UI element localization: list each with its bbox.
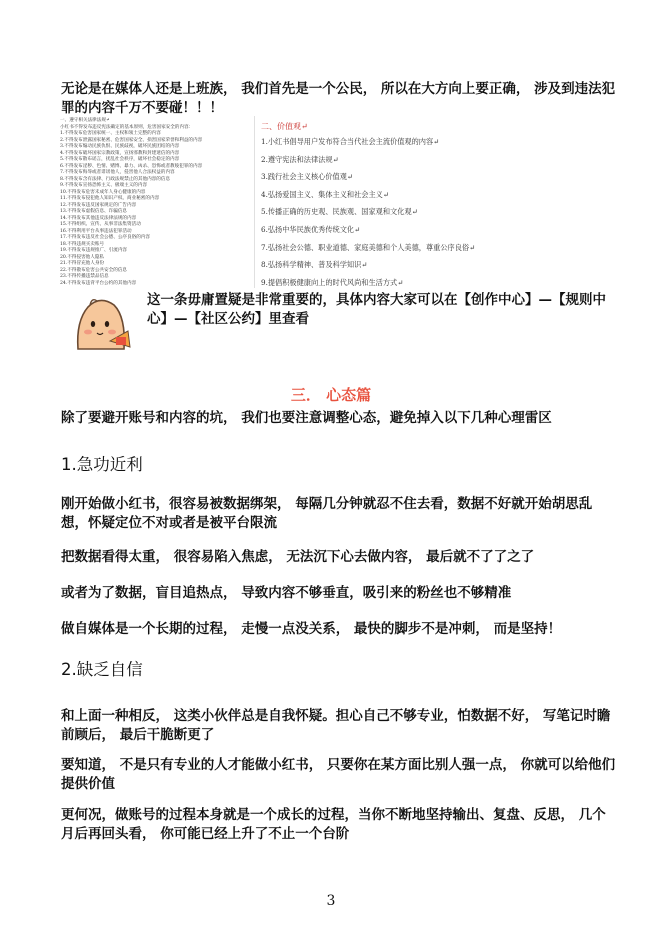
- rule-line: 13.不得发布虚假信息、诈骗信息: [60, 209, 128, 214]
- page-number: 3: [326, 893, 336, 909]
- rule-line: 5.不得发布散布谣言，扰乱社会秩序，破坏社会稳定的内容: [60, 157, 180, 162]
- rule-line: 15.不得组织、宣传、从事非法集资活动: [60, 222, 141, 227]
- rules-note: 这一条毋庸置疑是非常重要的，具体内容大家可以在【创作中心】—【规则中心】—【社区公约】里查看: [147, 292, 606, 327]
- value-item: 6.弘扬中华民族优秀传统文化↵: [261, 225, 361, 234]
- paragraph-6: 要知道， 不是只有专业的人才能做小红书， 只要你在某方面比别人强一点， 你就可以给他们提供价值: [61, 757, 616, 792]
- rule-line: 18.不得违规买卖账号: [60, 241, 105, 247]
- rule-line: 14.不得发布其他违反法律法规的内容: [60, 215, 137, 221]
- rule-line: 21.不得冒充他人身份: [60, 261, 105, 266]
- rule-line: 1.不得发布危害国家统一、主权和领土完整的内容: [60, 131, 161, 136]
- value-item: 4.弘扬爱国主义、集体主义和社会主义↵: [261, 189, 389, 199]
- rule-line: 6.不得发布淫秽、色情、赌博、暴力、凶杀、恐怖或者教唆犯罪的内容: [60, 163, 203, 169]
- rule-line: 24.不得发布违背平台公约的其他内容: [60, 280, 137, 286]
- paragraph-7: 更何况，做账号的过程本身就是一个成长的过程，当你不断地坚持输出、复盘、反思， 几个月后再回头看， 你可能已经上升了不止一个台阶: [61, 807, 606, 842]
- paragraph-3: 或者为了数据，盲目追热点， 导致内容不够垂直，吸引来的粉丝也不够精准: [61, 585, 512, 601]
- rule-line: 16.不得利用平台从事违法犯罪活动: [60, 228, 132, 234]
- rule-line: 20.不得侵害他人隐私: [60, 254, 105, 260]
- rule-line: 3.不得发布煽动民族仇恨、民族歧视，破坏民族团结的内容: [60, 144, 180, 149]
- paragraph-2: 把数据看得太重， 很容易陷入焦虑， 无法沉下心去做内容， 最后就不了了之了: [61, 549, 535, 565]
- intro-paragraph: 无论是在媒体人还是上班族， 我们首先是一个公民， 所以在大方向上要正确， 涉及到违法犯罪的内容千万不要碰！！！: [61, 81, 616, 116]
- rule-line: 19.不得发布违规推广、引流内容: [60, 248, 128, 253]
- rule-line: 12.不得发布违反国家规定的广告内容: [60, 202, 137, 208]
- rule-line: 小红书不得发布违反宪法确定的基本原则，危害国家安全的内容：: [60, 124, 194, 130]
- value-item: 3.践行社会主义核心价值观↵: [261, 172, 353, 182]
- value-item: 1.小红书倡导用户发布符合当代社会主流价值观的内容↵: [261, 137, 440, 146]
- rule-line: 4.不得发布破坏国家宗教政策，宣扬邪教和封建迷信的内容: [60, 150, 180, 156]
- section-intro: 除了要避开账号和内容的坑， 我们也要注意调整心态，避免掉入以下几种心理雷区: [61, 410, 552, 426]
- heading-1: 1.急功近利: [61, 455, 143, 474]
- value-item: 8.弘扬科学精神、普及科学知识↵: [261, 260, 368, 270]
- rule-line: 7.不得发布侮辱或者诽谤他人，侵害他人合法权益的内容: [60, 170, 175, 175]
- value-item: 5.传播正确的历史观、民族观、国家观和文化观↵: [261, 207, 418, 217]
- value-item: 2.遵守宪法和法律法规↵: [261, 154, 339, 164]
- rule-line: 一、遵守相关法律法规↵: [60, 118, 110, 123]
- rule-line: 23.不得传播违禁品信息: [60, 274, 109, 279]
- paragraph-4: 做自媒体是一个长期的过程， 走慢一点没关系， 最快的脚步不是冲刺， 而是坚持！: [61, 621, 562, 637]
- rule-line: 10.不得发布危害未成年人身心健康的内容: [60, 189, 146, 195]
- value-item: 7.弘扬社会公德、职业道德、家庭美德和个人美德，尊重公序良俗↵: [261, 242, 476, 252]
- heading-2: 2.缺乏自信: [61, 660, 143, 679]
- mascot-icon: [70, 291, 132, 353]
- section-title: 三． 心态篇: [290, 386, 372, 404]
- rules-screenshot-left: [60, 116, 260, 286]
- paragraph-5: 和上面一种相反， 这类小伙伴总是自我怀疑。担心自己不够专业，怕数据不好， 写笔记时瞻前顾后， 最后干脆断更了: [61, 708, 611, 743]
- rule-line: 11.不得发布侵犯他人知识产权、商业秘密的内容: [60, 196, 160, 201]
- value-item: 9.提倡积极健康向上的时代风尚和生活方式↵: [261, 277, 404, 287]
- mascot-illustration: [70, 291, 132, 353]
- rule-line: 17.不得发布违反社会公德、公序良俗的内容: [60, 235, 150, 240]
- rule-line: 2.不得发布泄露国家秘密、危害国家安全、损害国家荣誉和利益的内容: [60, 137, 203, 143]
- paragraph-1: 刚开始做小红书，很容易被数据绑架， 每隔几分钟就忍不住去看，数据不好就开始胡思乱想，怀疑定位不对或者是被平台限流: [61, 496, 593, 531]
- rule-line: 22.不得散布危害公共安全的信息: [60, 267, 128, 273]
- rule-line: 9.不得发布宣扬恐怖主义、极端主义的内容: [60, 183, 148, 188]
- values-screenshot-right: [254, 116, 520, 288]
- rule-line: 8.不得发布含有法律、行政法规禁止的其他内容的信息: [60, 176, 171, 182]
- values-heading: 二、价值观↵: [261, 122, 308, 131]
